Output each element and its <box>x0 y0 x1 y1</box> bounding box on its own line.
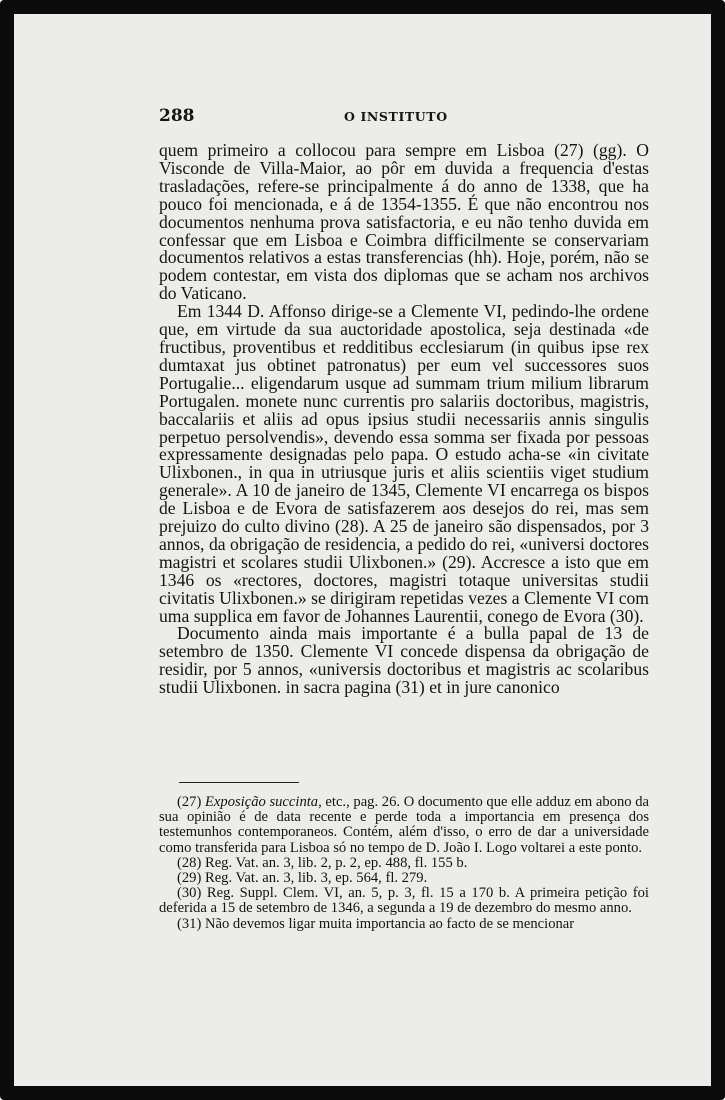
page-header <box>159 106 649 130</box>
footnote-30: (30) Reg. Suppl. Clem. VI, an. 5, p. 3, fl. 15 a 170 b. A primeira petição foi deferida a 15 de setembro de 1346, a segunda a 19 de dezembro do mesmo anno. <box>159 885 649 917</box>
footnote-27 <box>159 795 649 856</box>
running-title: O INSTITUTO <box>344 109 448 124</box>
footnote-marker: (27) <box>177 794 202 810</box>
footnote-29: (29) Reg. Vat. an. 3, lib. 3, ep. 564, fl. 279. <box>177 870 428 887</box>
footnote-28: (28) Reg. Vat. an. 3, lib. 2, p. 2, ep. 488, fl. 155 b. <box>177 854 468 871</box>
paragraph: Em 1344 D. Affonso dirige-se a Clemente VI, pedindo-lhe ordene que, em virtude da sua auctoridade apostolica, seja destinada «de fructibus, proventibus et redditibus ecclesiarum (in quibus ipse rex dumtaxat jus obtinet patronatus) per eum vel successores suos Portugalie... eligendarum usque ad summam trium milium librarum Portugalen. monete nunc currentis pro salariis doctoribus, magistris, baccalariis et aliis ad opus ipsius studii necessariis annis singulis perpetuo persolvendis», devendo essa somma ser fixada por pessoas expressamente designadas pelo papa. O estudo acha-se «in civitate Ulixbonen., in qua in utriusque juris et aliis scientiis viget studium generale». A 10 de janeiro de 1345, Clemente VI encarrega os bispos de Lisboa e de Evora de satisfazerem aos desejos do rei, mas sem prejuizo do culto divino (28). A 25 de janeiro são dispensados, por 3 annos, da obrigação de residencia, a pedido do rei, «universi doctores magistri et scolares studii Ulixbonen.» (29). Accresce a isto que em 1346 os «rectores, doctores, magistri totaque universitas studii civitatis Ulixbonen.» se dirigiram repetidas vezes a Clemente VI com uma supplica em favor de Johannes Laurentii, conego de Evora (30). <box>159 301 649 626</box>
main-text <box>159 142 649 697</box>
footnote-text: etc., pag. 26. O documento que elle adduz em abono da sua opinião é de data recente e perde toda a importancia em presença dos testemunhos contemporaneos. Contém, além d'isso, o erro de dar a universidade como transferida para Lisboa só no tempo de D. João I. Logo voltarei a este ponto. <box>159 794 649 856</box>
paragraph: Documento ainda mais importante é a bulla papal de 13 de setembro de 1350. Clemente VI concede dispensa da obrigação de residir, por 5 annos, «universis doctoribus et magistris ac scolaribus studii Ulixbonen. in sacra pagina (31) et in jure canonico <box>159 623 649 698</box>
footnotes <box>159 795 649 932</box>
paragraph: quem primeiro a collocou para sempre em Lisboa (27) (gg). O Visconde de Villa-Maior, ao pôr em duvida a frequencia d'estas trasladações, refere-se principalmente á do anno de 1338, que ha pouco foi mencionada, e á de 1354-1355. É que não encontrou nos documentos nenhuma prova satisfactoria, e eu não tenho duvida em confessar que em Lisboa e Coimbra difficilmente se conservariam documentos relativos a estas transferencias (hh). Hoje, porém, não se podem contestar, em vista dos diplomas que se acham nos archivos do Vaticano. <box>159 140 649 304</box>
footnote-cited-title: Exposição succinta, <box>205 794 322 810</box>
page-number: 288 <box>159 106 195 126</box>
footnote-divider <box>179 782 299 783</box>
footnote-31: (31) Não devemos ligar muita importancia ao facto de se mencionar <box>177 915 575 932</box>
